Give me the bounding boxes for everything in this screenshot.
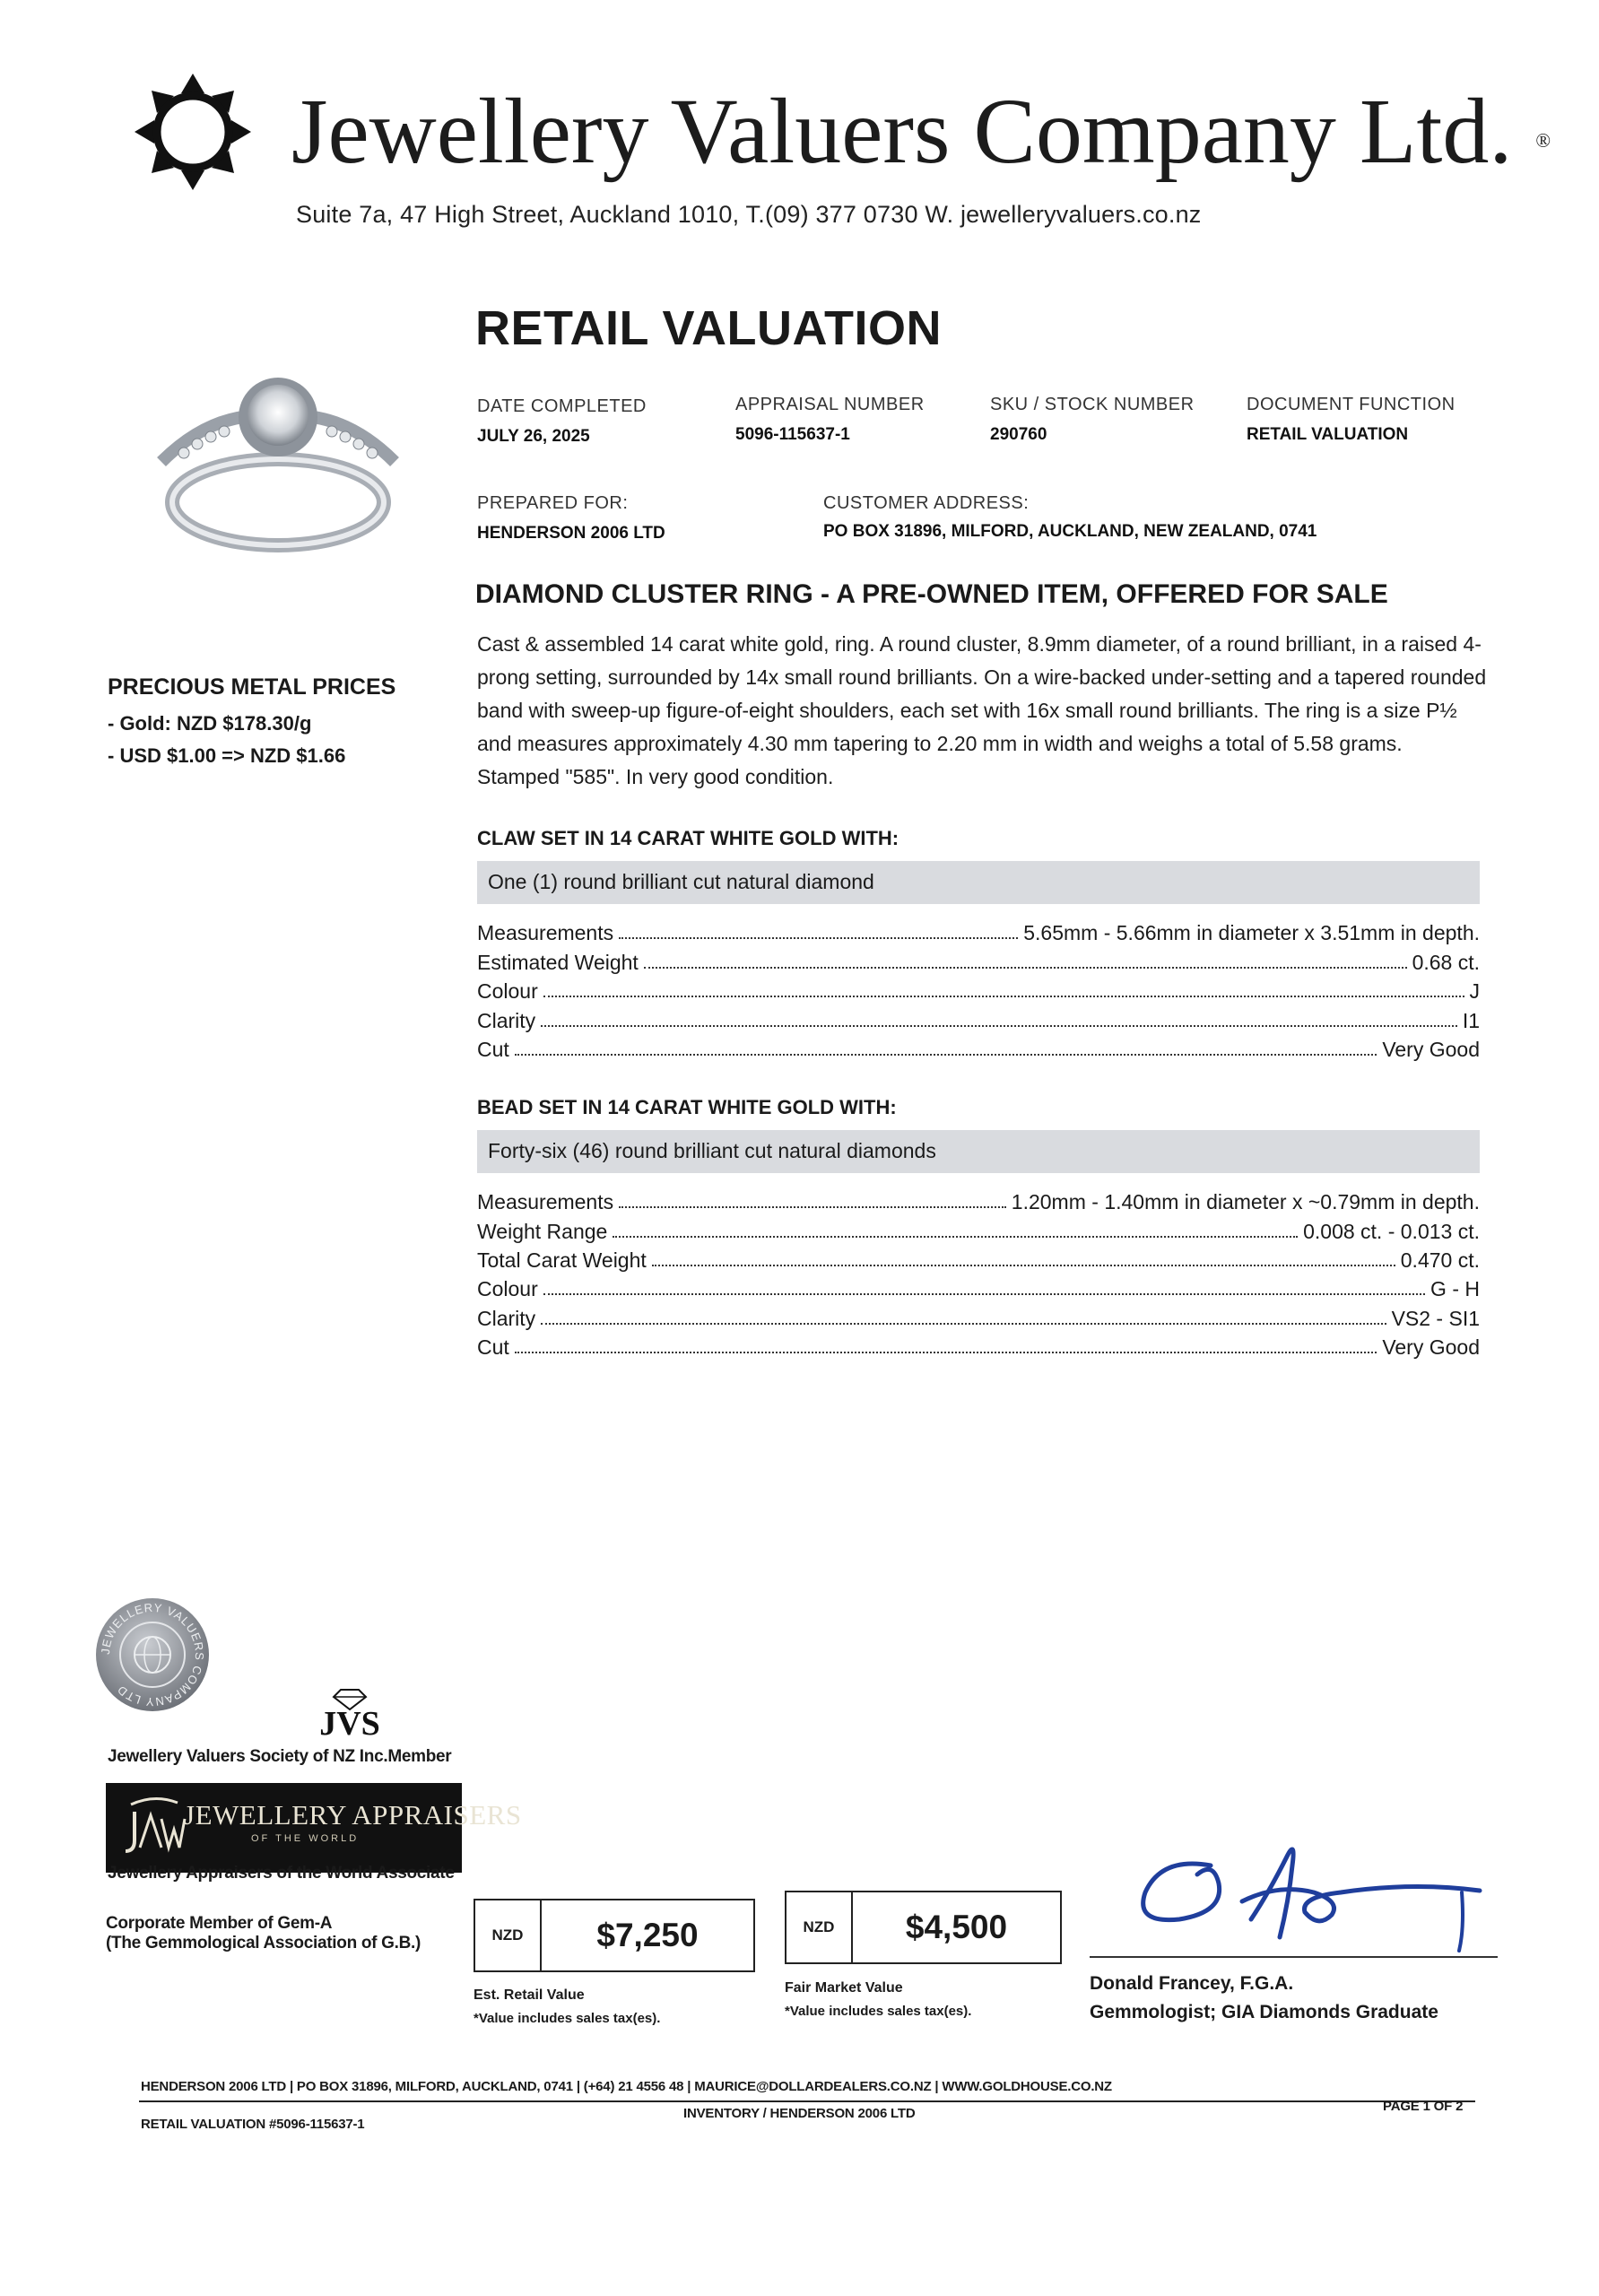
spec-row: Cut Very Good (477, 1038, 1480, 1061)
footer-page-number: PAGE 1 OF 2 (1383, 2099, 1464, 2114)
prepared-for-value: HENDERSON 2006 LTD (477, 524, 665, 543)
retail-value-label: Est. Retail Value (474, 1987, 585, 2003)
footer-contact-line: HENDERSON 2006 LTD | PO BOX 31896, MILFORD, AUCKLAND, 0741 | (+64) 21 4556 48 | MAURICE@DOLLARDEALERS.CO.NZ | WWW.GOLDHOUSE.CO.NZ (141, 2079, 1112, 2094)
signature-line (1090, 1956, 1498, 1958)
company-name: Jewellery Valuers Company Ltd. ® (291, 80, 1551, 183)
retail-value-note: *Value includes sales tax(es). (474, 2011, 661, 2026)
retail-value-box (474, 1899, 755, 1972)
spec-row: Weight Range 0.008 ct. - 0.013 ct. (477, 1220, 1480, 1243)
customer-address-value: PO BOX 31896, MILFORD, AUCKLAND, NEW ZEALAND, 0741 (823, 522, 1317, 541)
jaw-associate-text: Jewellery Appraisers of the World Associate (108, 1864, 455, 1883)
bead-set-stone: Forty-six (46) round brilliant cut natural diamonds (488, 1139, 936, 1162)
signer-name: Donald Francey, F.G.A. (1090, 1973, 1294, 1994)
fair-market-currency: NZD (786, 1892, 853, 1962)
bead-set-stone-band (477, 1130, 1480, 1173)
jvs-logo-icon (296, 1686, 404, 1738)
customer-address-label: CUSTOMER ADDRESS: (823, 493, 1030, 513)
jaw-subtitle: OF THE WORLD (251, 1833, 360, 1844)
prepared-for-label: PREPARED FOR: (477, 493, 629, 513)
spec-row: Colour G - H (477, 1277, 1480, 1300)
company-address: Suite 7a, 47 High Street, Auckland 1010, T.(09) 377 0730 W. jewelleryvaluers.co.nz (296, 201, 1202, 228)
footer-inventory: INVENTORY / HENDERSON 2006 LTD (683, 2106, 916, 2121)
registered-mark: ® (1535, 129, 1551, 152)
metal-prices-title: PRECIOUS METAL PRICES (108, 674, 396, 700)
spec-row: Colour J (477, 979, 1480, 1003)
document-function-label: DOCUMENT FUNCTION (1247, 395, 1456, 414)
fair-market-amount: $4,500 (905, 1909, 1008, 1945)
item-description: Cast & assembled 14 carat white gold, ring. A round cluster, 8.9mm diameter, of a round brilliant, in a raised 4-prong setting, surrounded by 14x small round brilliants. On a wire-backed under-setting and a tapered rounded band with sweep-up figure-of-eight shoulders, each set with 16x small round brilliants. The ring is a size P½ and measures approximately 4.30 mm tapering to 2.20 mm in width and weighs a total of 5.58 grams. Stamped "585". In very good condition. (477, 632, 1487, 788)
signer-title: Gemmologist; GIA Diamonds Graduate (1090, 2002, 1438, 2022)
document-function-value: RETAIL VALUATION (1247, 425, 1409, 444)
fair-market-value-box (785, 1891, 1062, 1964)
spec-row: Measurements 1.20mm - 1.40mm in diameter x ~0.79mm in depth. (477, 1190, 1480, 1213)
fair-market-value-note: *Value includes sales tax(es). (785, 2004, 972, 2019)
footer-reference: RETAIL VALUATION #5096-115637-1 (141, 2117, 365, 2132)
exchange-rate: - USD $1.00 => NZD $1.66 (108, 744, 346, 767)
jaw-monogram-icon (118, 1794, 190, 1862)
company-logo-icon (135, 74, 251, 190)
document-title: RETAIL VALUATION (475, 301, 942, 355)
appraisal-number-value: 5096-115637-1 (735, 425, 850, 444)
sku-label: SKU / STOCK NUMBER (990, 395, 1195, 414)
spec-row: Clarity I1 (477, 1009, 1480, 1032)
jaw-title: JEWELLERY APPRAISERS (184, 1799, 522, 1831)
gem-a-line-2: (The Gemmological Association of G.B.) (106, 1934, 421, 1952)
bead-set-title: BEAD SET IN 14 CARAT WHITE GOLD WITH: (477, 1096, 897, 1118)
company-seal-icon (94, 1596, 211, 1713)
appraisal-number-label: APPRAISAL NUMBER (735, 395, 925, 414)
spec-row: Cut Very Good (477, 1335, 1480, 1359)
date-completed-label: DATE COMPLETED (477, 396, 647, 416)
claw-set-title: CLAW SET IN 14 CARAT WHITE GOLD WITH: (477, 827, 899, 849)
claw-set-stone: One (1) round brilliant cut natural diamond (488, 870, 874, 893)
spec-row: Estimated Weight 0.68 ct. (477, 951, 1480, 974)
item-heading: DIAMOND CLUSTER RING - A PRE-OWNED ITEM, OFFERED FOR SALE (475, 579, 1388, 609)
ring-photo (143, 354, 413, 570)
gem-a-line-1: Corporate Member of Gem-A (106, 1914, 333, 1933)
date-completed-value: JULY 26, 2025 (477, 427, 590, 446)
spec-row: Total Carat Weight 0.470 ct. (477, 1248, 1480, 1272)
fair-market-value-label: Fair Market Value (785, 1980, 903, 1996)
retail-currency: NZD (475, 1900, 542, 1970)
sku-value: 290760 (990, 425, 1047, 444)
jvs-member-text: Jewellery Valuers Society of NZ Inc.Member (108, 1747, 452, 1766)
svg-text:JVS: JVS (319, 1705, 380, 1738)
spec-row: Measurements 5.65mm - 5.66mm in diameter x 3.51mm in depth. (477, 921, 1480, 944)
spec-row: Clarity VS2 - SI1 (477, 1307, 1480, 1330)
claw-set-stone-band (477, 861, 1480, 904)
retail-amount: $7,250 (596, 1917, 699, 1953)
seal-text: JEWELLERY VALUERS COMPANY LTD (98, 1600, 207, 1709)
gold-price: - Gold: NZD $178.30/g (108, 712, 312, 735)
signature-icon (1125, 1830, 1484, 1964)
footer-rule (139, 2100, 1475, 2102)
